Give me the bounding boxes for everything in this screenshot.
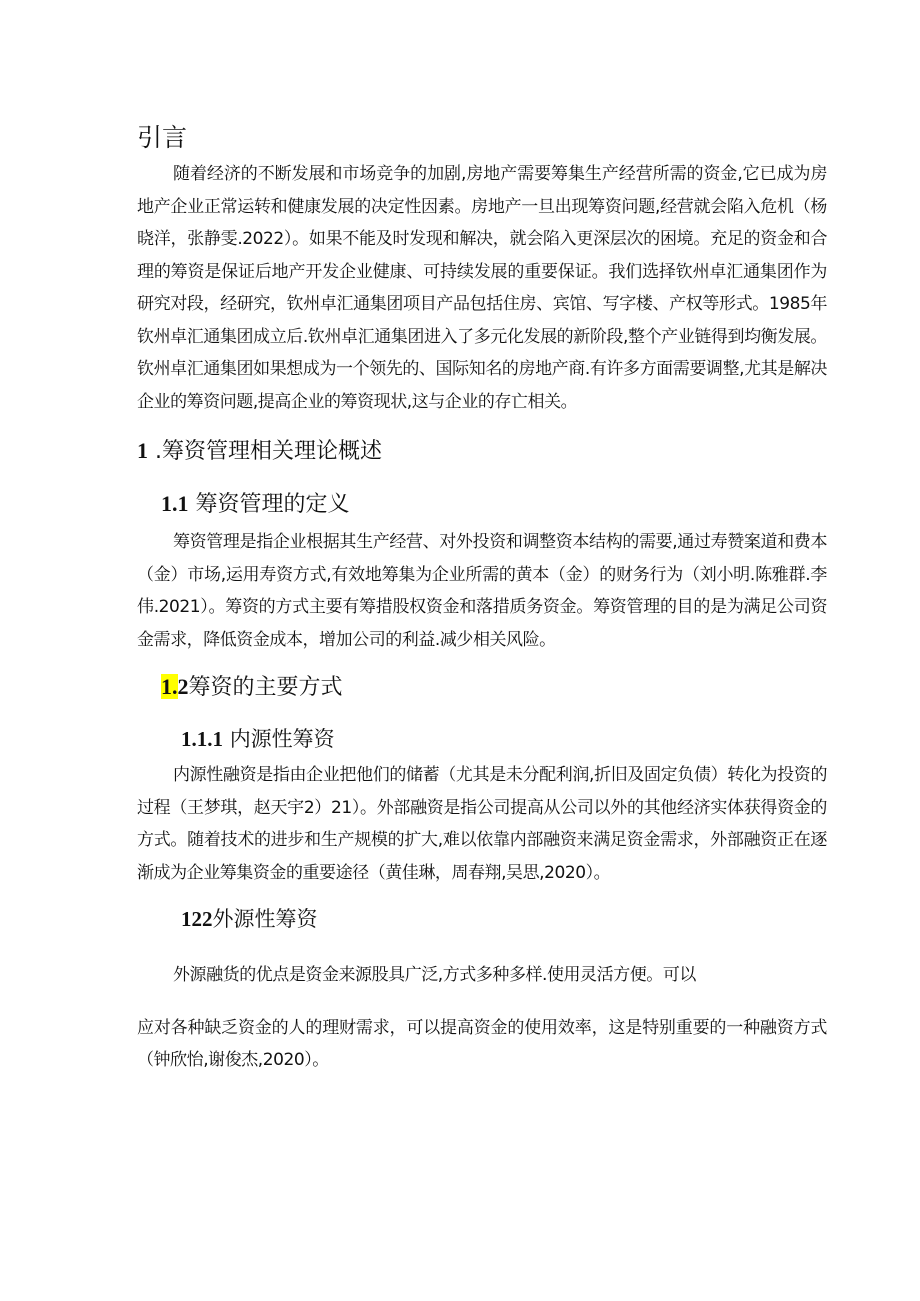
intro-heading: 引言	[137, 123, 188, 152]
paragraph-gap	[137, 939, 827, 959]
section-1-1-1-number: 1.1.1	[181, 727, 223, 751]
section-1-2-number-rest: 2	[177, 674, 189, 699]
section-1-2-number-highlight: 1.	[161, 674, 178, 699]
section-1-1-paragraph: 筹资管理是指企业根据其生产经营、对外投资和调整资本结构的需要,通过寿赞案道和费本（金）市场,运用寿资方式,有效地筹集为企业所需的黄本（金）的财务行为（刘小明.陈雅群.李伟.2021）。筹资的方式主要有筹措股权资金和落措质务资金。筹资管理的目的是为满足公司资金需求，降低资金成本，增加公司的利益.减少相关风险。	[137, 532, 827, 650]
section-1-2-title: 筹资的主要方式	[188, 675, 343, 700]
section-1-2-2-paragraph-part2: 应对各种缺乏资金的人的理财需求，可以提高资金的使用效率，这是特别重要的一种融资方式（钟欣怡,谢俊杰,2020）。	[137, 1017, 827, 1070]
section-1-1-1-paragraph: 内源性融资是指由企业把他们的储蓄（尤其是未分配利润,折旧及固定负债）转化为投资的过程（王梦琪，赵天宇2）21）。外部融资是指公司提高从公司以外的其他经济实体获得资金的方式。随着技术的进步和生产规模的扩大,难以依靠内部融资来满足资金需求，外部融资正在逐渐成为企业筹集资金的重要途径（黄佳琳，周春翔,吴思,2020）。	[137, 765, 827, 883]
section-1-1-title: 筹资管理的定义	[195, 492, 350, 517]
section-1-2-2-paragraph-part1: 外源融货的优点是资金来源股具广泛,方式多种多样.使用灵活方便。可以	[173, 965, 696, 985]
section-1-2-2-heading	[181, 899, 827, 939]
section-1-number: 1	[137, 438, 148, 463]
section-1-1-heading	[161, 483, 827, 526]
section-1-2-2-number: 122	[181, 907, 213, 931]
section-1-1-1-title: 内源性筹资	[229, 727, 335, 751]
section-1-1-1-heading	[181, 719, 827, 759]
document-page	[137, 118, 827, 1077]
section-1-2-2-title: 外源性筹资	[212, 907, 318, 931]
paragraph-gap-2	[137, 992, 827, 1012]
intro-paragraph: 随着经济的不断发展和市场竞争的加剧,房地产需要筹集生产经营所需的资金,它已成为房地产企业正常运转和健康发展的决定性因素。房地产一旦出现筹资问题,经营就会陷入危机（杨晓洋，张静雯.2022）。如果不能及时发现和解决，就会陷入更深层次的困境。充足的资金和合理的筹资是保证后地产开发企业健康、可持续发展的重要保证。我们选择钦州卓汇通集团作为研究对段，经研究，钦州卓汇通集团项目产品包括住房、宾馆、写字楼、产权等形式。1985年钦州卓汇通集团成立后.钦州卓汇通集团进入了多元化发展的新阶段,整个产业链得到均衡发展。钦州卓汇通集团如果想成为一个领先的、国际知名的房地产商.有许多方面需要调整,尤其是解决企业的筹资问题,提高企业的筹资现状,这与企业的存亡相关。	[137, 164, 827, 412]
section-1-heading	[137, 430, 827, 473]
section-1-2-heading	[161, 666, 827, 709]
section-1-title: .筹资管理相关理论概述	[155, 439, 382, 464]
section-1-1-number: 1.1	[161, 491, 189, 516]
